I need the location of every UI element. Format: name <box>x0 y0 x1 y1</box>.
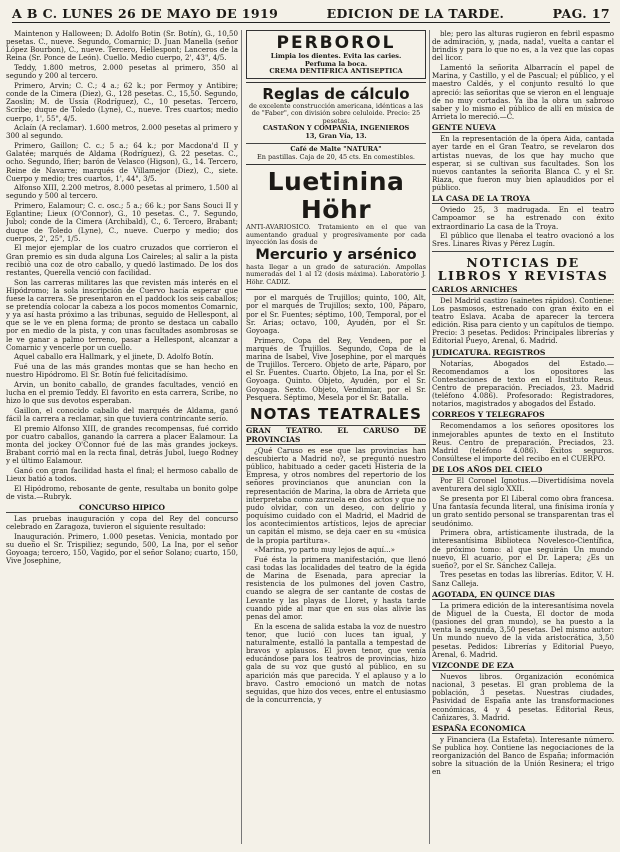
paragraph: Nuevos libros. Organización económica nacional, 3 pesetas. El gran problema de la población, 3 pesetas. Nuestras ciudades, Pasividad de España ante las transformaciones económicas, 4 y 4 pesetas. Editorial Reus, Cañizares, 3. Madrid. <box>432 671 614 722</box>
vizconde-heading: VIZCONDE DE EZA <box>432 661 614 671</box>
vizconde-text <box>432 673 614 722</box>
paragraph: Arvin, un bonito caballo, de grandes facultades, venció en lucha en el premio Teddy. El favorito en esta carrera, Scribe, no hizo lo que sus devotos esperaban. <box>6 379 238 406</box>
ad-perborol-brand: PERBOROL <box>276 33 396 53</box>
paragraph: Inauguración. Primero, 1.000 pesetas. Venicia, montado por su dueño el Sr. Trispiliez; segundo, 500, La Ina, por el señor Goyoaga; tercero, 150, Vagido, por el señor Solano; cuarto, 150, Vive Josephine, <box>6 531 238 566</box>
racing-results-text <box>6 30 238 501</box>
paragraph: En la escena de salida estaba la voz de nuestro tenor, que lució con luces tan igual, y naturalmente, estalló la pantalla a tempestad de bravos y aplausos. El joven tenor, que venía educándose para los teatros de provincias, hizo gala de su voz que gustó al público, en su aparición más que parecida. Y el aplauso y a lo bravo. Castro emocionó un match de notas seguidas, que hizo dos veces, entre el entusiasmo de la concurrencia, y <box>246 621 426 704</box>
paragraph: ble; pero las alturas rugieron en febril espasmo de admiración, y, ¡nada, nada!, vuelta a cantar el brindis y para lo que no es, a la vez que las copas del licor. <box>432 30 614 63</box>
paragraph: Primero, Gaillon; C. c.; 5 a.; 64 k.; por Macdona'd II y Galatée; marqués de Aldama (Rodríguez), G. 22 pesetas. C., ocho. Segundo, Ifier; barón de Velasco (Higson), G., 14. Tercero, Reine de Navarre; marqués de Villamejor (Diez), C., siete. Cuerpo y medio; tres cuartos, 1', 44", 3/5. <box>6 141 238 183</box>
column-divider <box>241 30 242 844</box>
header-page-number: PAG. 17 <box>552 5 610 21</box>
paragraph: Primera obra, artísticamente ilustrada, de la interesantísima Biblioteca Novelesco-Científica, de próximo tomo: al que seguirán Un mundo nuevo, El acuario, por el Dr. Lapera; ¿Es un sueño?, por el Sr. Sánchez Calleja. <box>432 528 614 570</box>
espana-economica-text <box>432 736 614 777</box>
gente-nueva-text <box>432 135 614 192</box>
column-racing-results <box>6 30 238 846</box>
paragraph: Primero, Arvin; C. C.; 4 a.; 62 k.; por Fermoy y Antibire; conde de la Cimera (Diez), G., 128 pesetas. C., 15,50. Segundo, Zaoslin; M. de Ussía (Rodríguez), C., 10 pesetas. Tercero, Scribe; duque de Toledo (Lyne), C., nueve. Tres cuartos; medio cuerpo, 1', 55", 4/5. <box>6 80 238 123</box>
arniches-heading: CARLOS ARNICHES <box>432 285 614 295</box>
judicatura-text <box>432 360 614 409</box>
gran-teatro-heading: GRAN TEATRO. EL CARUSO DE PROVINCIAS <box>246 425 426 444</box>
paragraph: Son las carreras militares las que revisten más interés en el Hipódromo; la sola inscripción de Cuervo hacía esperar que fuese la carrera. Se presentaron en el paddock los seis caballos; se pretendía colocar la cabeza a los pocos momentos Comarnic, y ya así hasta próximo a las tribunas, seguido de Hellespont, al que se le ve en plena forma; de pronto se destaca un caballo por en medio de la pista, y con unas facultades asombrosas se le ve ganar a palmo terreno, pasar a Hellespont, alcanzar a Comarnic y vencerle por un cuello. <box>6 277 238 352</box>
anos-cielo-heading: DE LOS AÑOS DEL CIELO <box>432 465 614 475</box>
ad-reglas-calculo <box>246 82 426 166</box>
ad-luetinina-brand: Luetinina Höhr <box>267 167 405 225</box>
paragraph: Lamentó la señorita Albarracín el papel de Marina, y Castillo, y el de Pascual; el público, y el maestro Caldés, y el conjunto resultó lo que apreció: las señoritas que se vieron en el lenguaje de no muy cortadas. Ya iba la obra un sabroso saber y lo mismo el público de allí en música de Arrieta lo mereció.—C. <box>432 63 614 122</box>
paragraph: Maintenon y Halloween; D. Adolfo Botin (Sr. Botín), G., 10,50 pesetas. C., nueve. Segundo, Comarnic; D. Juan Manella (señor López Bourbon), C., nueve. Tercero, Hellespont; Lanceros de la Reina (Sr. Ponce de León). Cuello. Medio cuerpo, 2', 43", 4/5. <box>6 30 238 63</box>
ad-reglas-seller: CASTAÑON Y COMPAÑIA, INGENIEROS <box>262 124 410 133</box>
paragraph: Ganó con gran facilidad hasta el final; el hermoso caballo de Lieux batió a todos. <box>6 465 238 484</box>
ad-reglas-body: de excelente construcción americana, idénticas a las de "Faber", con división sobre celuloide. Precio: 25 pesetas. <box>248 101 424 125</box>
ad-perborol-line3: CREMA DENTIFRICA ANTISEPTICA <box>269 67 403 76</box>
ad-luetinina-body: ANTI-AVARIOSICO. Tratamiento en el que van aumentando gradual y progresivamente por cada inyección las dosis de <box>246 223 426 247</box>
ad-perborol-line1: Limpia los dientes. Evita las caries. <box>270 52 402 60</box>
paragraph: «Marina, yo parto muy lejos de aquí...» <box>254 545 395 555</box>
paragraph: El Hipódromo, rebosante de gente, resultaba un bonito golpe de vista.—Rubryk. <box>6 483 238 501</box>
column-divider <box>429 30 430 844</box>
paragraph: Teddy, 1.800 metros, 2.000 pesetas al primero, 350 al segundo y 200 al tercero. <box>6 63 238 81</box>
ad-natura-line2: En pastillas. Caja de 20, 45 cts. En comestibles. <box>257 152 415 161</box>
section-divider <box>432 251 614 252</box>
theatre-review-text <box>246 447 426 704</box>
ad-natura-line1: Café de Malte "NATURA" <box>290 145 382 154</box>
paragraph: Primero, Copa del Rey, Vendeen, por el marqués de Trujillos. Segundo, Copa de la marina de Isabel, Vive Josephine, por el marqués de Trujillos. Tercero. Objeto de arte, Páparo, por el Sr. Fuentes. Cuarto. Objeto, La Ina, por el Sr. Goyoaga. Quinto. Objeto, Ayudén, por el Sr. Goyoaga. Sexto. Objeto, Vendimiar, por el Sr. Pesquera. Séptimo, Mesela por el Sr. Batalla. <box>246 335 426 402</box>
paragraph: Primero, Ealamour; C. c. osc.; 5 a.; 66 k.; por Sans Souci II y Eglantine; Lieux (O'Connor), G., 10 pesetas. C., 7. Segundo, Jubol; conde de la Cimera (Archibald), C., 6. Tercero, Brabant; duque de Toledo (Lyne), C., nueve. Cuerpo y medio; dos cuerpos, 2', 25", 1/5. <box>6 201 238 243</box>
paragraph: En la representación de la ópera Aida, cantada ayer tarde en el Gran Teatro, se revelaron dos artistas nuevas, de los que hay mucho que esperar, si se cultivan sus facultades. Son los nuevos cantantes la señorita Blanca C. y el Sr. Riaza, que fueron muy bien aplaudidos por el público. <box>432 134 614 193</box>
concurso-results-text <box>246 294 426 402</box>
paragraph: Alfonso XIII, 2.200 metros, 8.000 pesetas al primero, 1.500 al segundo y 500 al tercero. <box>6 183 238 201</box>
paragraph: Tres pesetas en todas las librerías. Editor, V. H. Sanz Calleja. <box>432 570 614 588</box>
column-ads-theatre <box>246 30 426 846</box>
anos-cielo-text <box>432 477 614 588</box>
correos-text <box>432 422 614 463</box>
paragraph: Notarías, Abogados del Estado.—Recomendamos a los opositores las Contestaciones de texto en el Instituto Reus. Centro de preparación. Preciados, 23. Madrid (teléfono 4.086). Profesorado: Registradores, notarios, magistrados y abogados del Estado. <box>432 358 614 409</box>
casa-troya-heading: LA CASA DE LA TROYA <box>432 194 614 204</box>
paragraph: Fué una de las más grandes montas que se han hecho en nuestro Hipódromo. El Sr. Botín fué felicitadísimo. <box>6 362 238 380</box>
correos-heading: CORREOS Y TELEGRAFOS <box>432 410 614 420</box>
header-date: A B C. LUNES 26 DE MAYO DE 1919 <box>12 5 279 21</box>
ad-reglas-title: Reglas de cálculo <box>262 84 410 103</box>
paragraph: por el marqués de Trujillos; quinto, 100, Alt, por el marqués de Trujillos; sexto, 100, Páparo, por el Sr. Fuentes; séptimo, 100, Temporal, por el Sr. Arias; octavo, 100, Ayudén, por el Sr. Goyoaga. <box>246 293 426 335</box>
paragraph: La primera edición de la interesantísima novela de Miguel de la Cuesta, El doctor de moda (pasiones del gran mundo), se ha puesto a la venta la segunda, 3,50 pesetas. Del mismo autor: Un mundo nuevo de la vida aristocrática, 3,50 pesetas. Pedidos: Librerías y Editorial Pueyo, Arenal, 6. Madrid. <box>432 600 614 659</box>
agotada-text <box>432 602 614 659</box>
concurso-hipico-text <box>6 515 238 565</box>
paragraph: El público que llenaba el teatro ovacionó a los Sres. Linares Rivas y Pérez Lugín. <box>432 231 614 249</box>
paragraph: El premio Alfonso XIII, de grandes recompensas, fué corrido por cuatro caballos, ganando la carrera a placer Ealamour. La monta del jockey O'Connor fué de las más grandes jockeys. Brabant corrió mal en la recta final, detrás Jubol, luego Rodney y el último Ealamour. <box>6 423 238 466</box>
casa-troya-text <box>432 206 614 248</box>
ad-luetinina <box>246 168 426 290</box>
paragraph: Gaillon, el conocido caballo del marqués de Aldama, ganó fácil la carrera a reclamar, sin que tuviera contrincante serio. <box>6 405 238 424</box>
theatre-review-continued <box>432 30 614 121</box>
ad-perborol <box>246 30 426 79</box>
paragraph: Se presenta por El Liberal como obra francesa. Una fantasía fecunda literal, una finísima ironía y un grato sentido personal se transparentan tras el seudónimo. <box>432 494 614 528</box>
paragraph: El mejor ejemplar de los cuatro cruzados que corrieron el Gran premio es sin duda alguna Los Caireles; al salir a la pista recibió una coz de otro caballo, y quedó lastimado. De los dos restantes, Querella venció con facilidad. <box>6 243 238 277</box>
ad-luetinina-headline: Mercurio y arsénico <box>255 246 417 263</box>
paragraph: y Financiera (La Estafeta). Interesante número. Se publica hoy. Contiene las negociaciones de la reorganización del Banco de España; información sobre la situación de la Unión Resinera; el trigo en <box>432 734 614 777</box>
arniches-text <box>432 297 614 346</box>
ad-reglas-address: 13, Gran Vía, 13. <box>305 131 367 140</box>
notas-teatrales-title: NOTAS TEATRALES <box>250 404 422 423</box>
espana-economica-heading: ESPAÑA ECONOMICA <box>432 724 614 734</box>
paragraph: Aclaín (A reclamar). 1.600 metros, 2.000 pesetas al primero y 300 al segundo. <box>6 123 238 141</box>
paragraph: Por El Coronel Ignotus.—Divertidísima novela aventurera del siglo XXII. <box>432 476 614 494</box>
header-edition: EDICION DE LA TARDE. <box>326 5 505 21</box>
agotada-heading: AGOTADA, EN QUINCE DIAS <box>432 590 614 600</box>
paragraph: Aquel caballo era Hallmark, y el jinete, D. Adolfo Botín. <box>14 352 214 362</box>
noticias-libros-title: NOTICIAS DE LIBROS Y REVISTAS <box>437 254 609 284</box>
paragraph: Oviedo 25, 3 madrugada. En el teatro Campoamor se ha estrenado con éxito extraordinario La casa de la Troya. <box>432 205 614 231</box>
paragraph: Las pruebas inauguración y copa del Rey del concurso celebrado en Zaragoza, tuvieron el siguiente resultado: <box>6 514 238 532</box>
concurso-hipico-heading: CONCURSO HIPICO <box>6 503 238 513</box>
paragraph: Del Madrid castizo (sainetes rápidos). Contiene: Los pasmosos, estrenado con gran éxito en el teatro Eslava. Acaba de aparecer la tercera edición. Risa para ciento y un capítulos de tiempo. Precio: 3 pesetas. Pedidos: Principales librerías y Editorial Pueyo, Arenal, 6. Madrid. <box>432 295 614 346</box>
ad-perborol-line2: Perfuma la boca. <box>304 59 368 68</box>
paragraph: Fué ésta la primera manifestación, que llenó casi todas las localidades del teatro de la égida de Marina de Esenada, para apreciar la resistencia de los pulmones del joven Castro, cuando se alegra de ser cantante de costas de Levante y las playas de Lloret, y hasta tarde cuando pide al mar que en sus olas alivie las penas del amor. <box>246 554 426 621</box>
ad-luetinina-body2: hasta llegar a un grado de saturación. Ampollas numeradas del 1 al 12 (dosis máxima). Laboratorio J. Höhr. CADIZ. <box>246 262 426 286</box>
paragraph: ¿Qué Caruso es ese que las provincias han descubierto a Madrid no?, se preguntó nuestro público, habituado a ceder gaceti Histeria de la Empresa, y otros nombres del repertorio de los señores provincianos que anuncian con la representación de Marina, la obra de Arrieta que interpretaba como zarzuela en dos actos y que no pudo olvidar, con un deseo, con delirio y poquísimo cuidado con el Madrid, el Madrid de los acontecimientos artísticos, lejos de apreciar un capitán el mismo, se deja caer en su «música de la propia partitura». <box>246 445 426 545</box>
page-header <box>12 4 610 23</box>
column-books-news <box>432 30 614 846</box>
gente-nueva-heading: GENTE NUEVA <box>432 123 614 133</box>
paragraph: Recomendamos a los señores opositores los inmejorables apuntes de texto en el Instituto Reus. Centro de preparación. Preciados, 23. Madrid (teléfono 4.086). Éxitos seguros. Consúltese el importe del recibo en el CUERPO. <box>432 421 614 464</box>
judicatura-heading: JUDICATURA. REGISTROS <box>432 348 614 358</box>
